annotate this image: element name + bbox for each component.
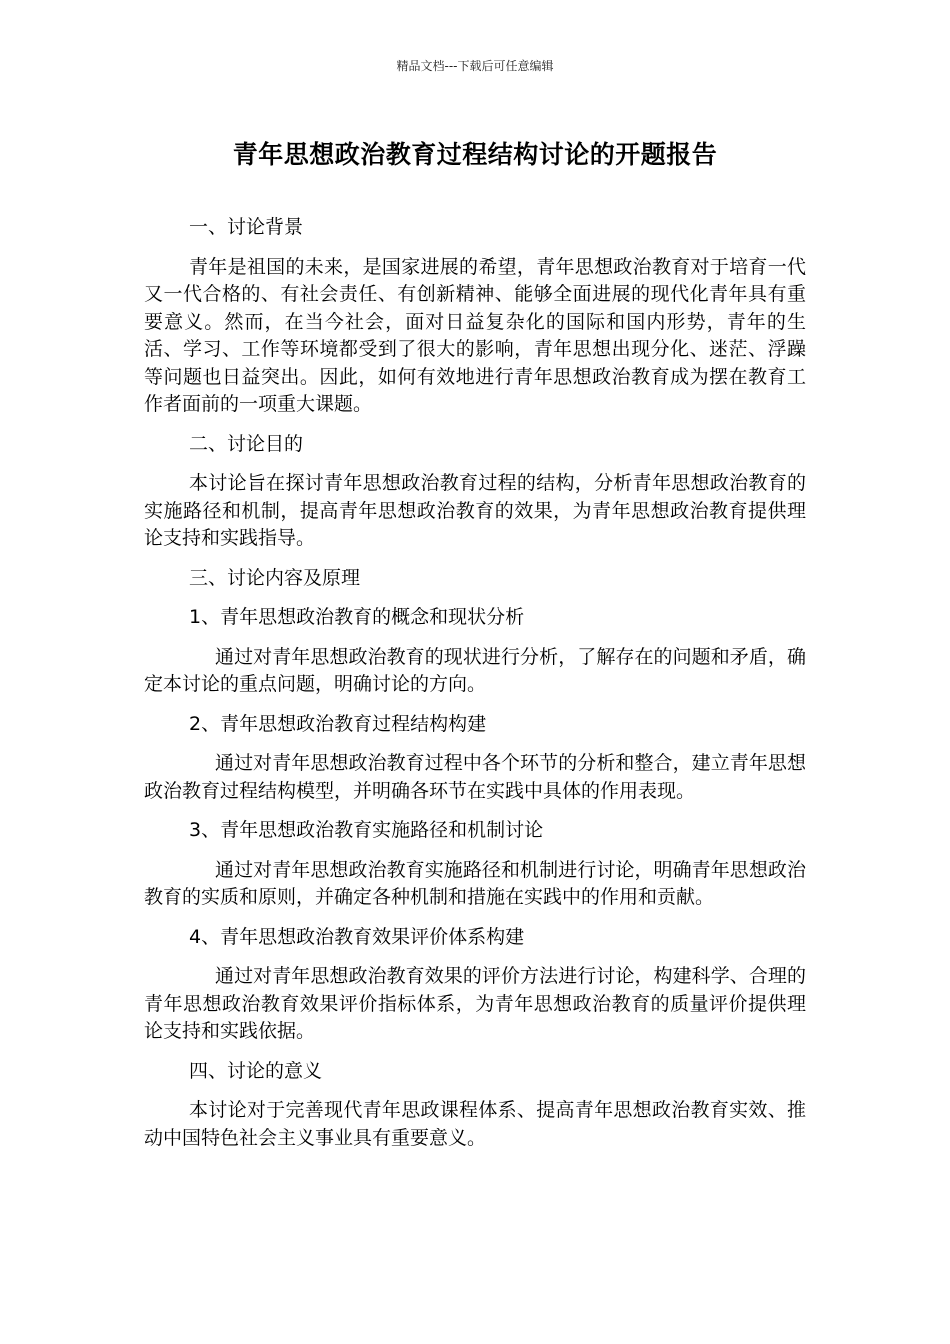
subsection-heading-3: 3、青年思想政治教育实施路径和机制讨论: [189, 819, 544, 841]
subsection-heading-4: 4、青年思想政治教育效果评价体系构建: [189, 925, 525, 948]
subsection-paragraph-3: 通过对青年思想政治教育实施路径和机制进行讨论，明确青年思想政治教育的实质和原则，并确定各种机制和措施在实践中的作用和贡献。: [144, 858, 806, 908]
section-heading-background: 一、讨论背景: [189, 216, 304, 238]
subsection-heading-2: 2、青年思想政治教育过程结构构建: [189, 712, 487, 735]
subsection-paragraph-4: 通过对青年思想政治教育效果的评价方法进行讨论，构建科学、合理的青年思想政治教育效果评价指标体系，为青年思想政治教育的质量评价提供理论支持和实践依据。: [144, 965, 806, 1042]
section-heading-purpose: 二、讨论目的: [189, 432, 304, 455]
subsection-paragraph-2: 通过对青年思想政治教育过程中各个环节的分析和整合，建立青年思想政治教育过程结构模型，并明确各环节在实践中具体的作用表现。: [144, 752, 806, 802]
document-body: [144, 214, 806, 1164]
subsection-heading-1: 1、青年思想政治教育的概念和现状分析: [189, 606, 525, 628]
section-heading-content: 三、讨论内容及原理: [189, 566, 361, 589]
section-paragraph-significance: 本讨论对于完善现代青年思政课程体系、提高青年思想政治教育实效、推动中国特色社会主义事业具有重要意义。: [144, 1099, 806, 1149]
section-heading-significance: 四、讨论的意义: [189, 1059, 323, 1082]
section-paragraph-background: 青年是祖国的未来，是国家进展的希望，青年思想政治教育对于培育一代又一代合格的、有社会责任、有创新精神、能够全面进展的现代化青年具有重要意义。然而，在当今社会，面对日益复杂化的国际和国内形势，青年的生活、学习、工作等环境都受到了很大的影响，青年思想出现分化、迷茫、浮躁等问题也日益突出。因此，如何有效地进行青年思想政治教育成为摆在教育工作者面前的一项重大课题。: [144, 255, 806, 415]
subsection-paragraph-1: 通过对青年思想政治教育的现状进行分析，了解存在的问题和矛盾，确定本讨论的重点问题，明确讨论的方向。: [144, 645, 806, 695]
page-header: 精品文档---下载后可任意编辑: [396, 59, 554, 73]
document-title: 青年思想政治教育过程结构讨论的开题报告: [232, 140, 718, 169]
section-paragraph-purpose: 本讨论旨在探讨青年思想政治教育过程的结构，分析青年思想政治教育的实施路径和机制，提高青年思想政治教育的效果，为青年思想政治教育提供理论支持和实践指导。: [144, 472, 806, 549]
